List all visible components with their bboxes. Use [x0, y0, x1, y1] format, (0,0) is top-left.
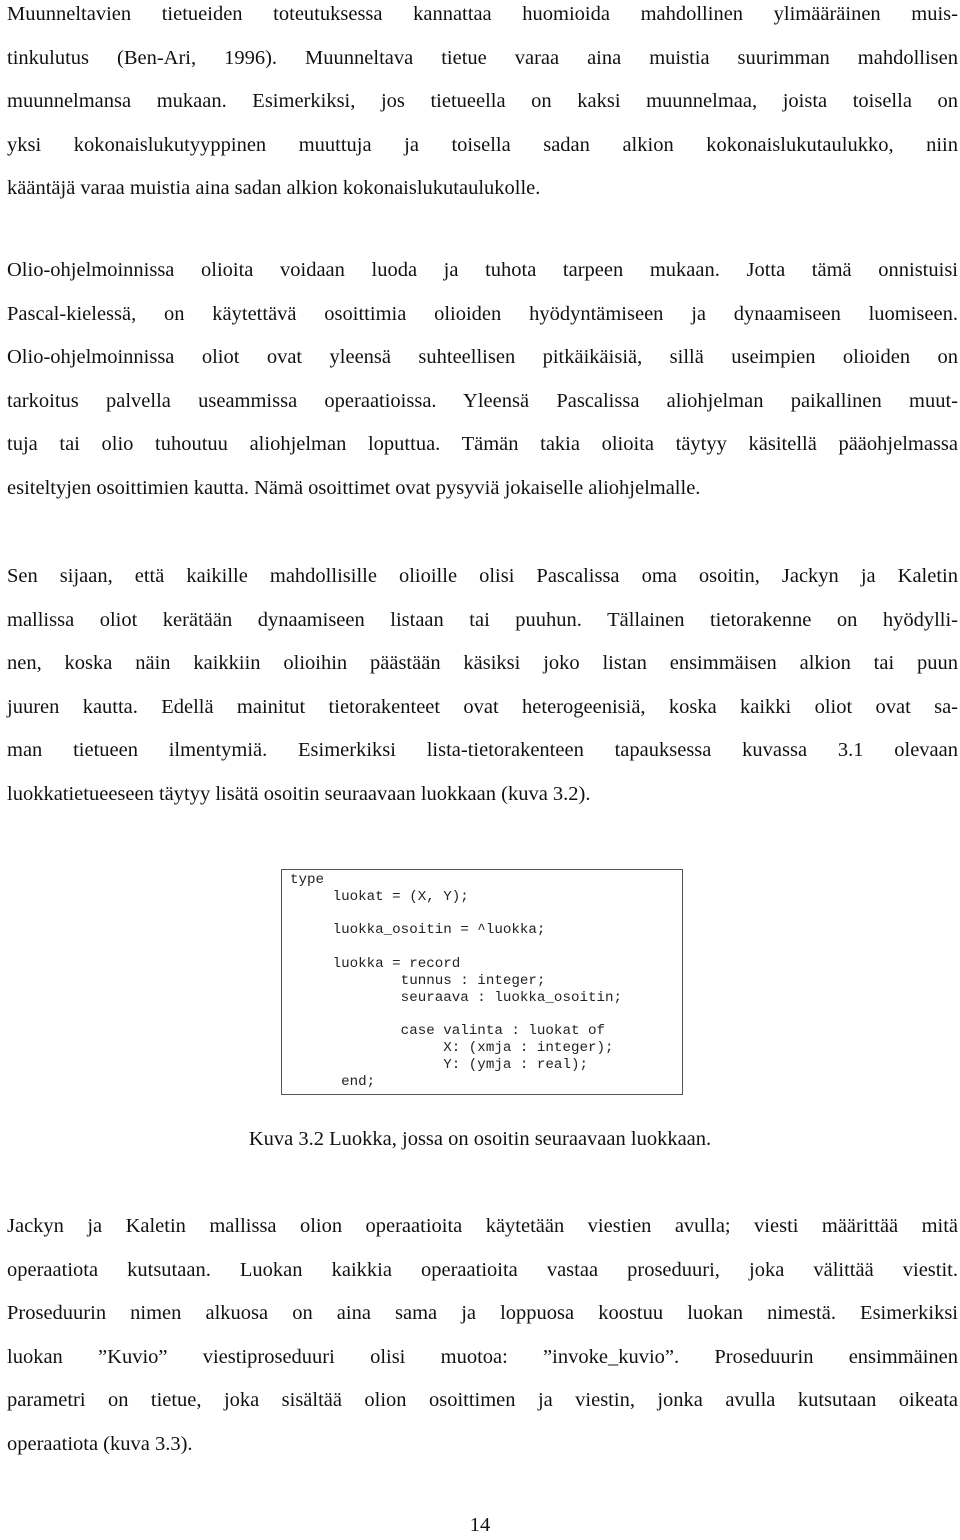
code-line: end;	[290, 1073, 376, 1090]
paragraph-line: tuja tai olio tuhoutuu aliohjelman loputtua. Tämän takia olioita täytyy käsitellä pääohjelmassa	[7, 433, 958, 455]
paragraph-line: man tietueen ilmentymiä. Esimerkiksi lista-tietorakenteen tapauksessa kuvassa 3.1 olevaan	[7, 739, 958, 761]
paragraph-line: esiteltyjen osoittimien kautta. Nämä osoittimet ovat pysyviä jokaiselle aliohjelmalle.	[7, 476, 701, 499]
paragraph-line: operaatiota (kuva 3.3).	[7, 1432, 193, 1455]
paragraph-line: Muunneltavien tietueiden toteutuksessa kannattaa huomioida mahdollinen ylimääräinen muis-	[7, 3, 958, 25]
paragraph-line: nen, koska näin kaikkiin olioihin päästään käsiksi joko listan ensimmäisen alkion tai puun	[7, 652, 958, 674]
code-line: luokka_osoitin = ^luokka;	[290, 922, 546, 939]
paragraph-line: muunnelmansa mukaan. Esimerkiksi, jos tietueella on kaksi muunnelmaa, joista toisella on	[7, 90, 958, 112]
paragraph-line: mallissa oliot kerätään dynaamiseen listaan tai puuhun. Tällainen tietorakenne on hyödylli-	[7, 608, 958, 631]
code-line: luokat = (X, Y);	[290, 888, 469, 905]
code-line: seuraava : luokka_osoitin;	[290, 989, 623, 1006]
paragraph-messages	[7, 1205, 958, 1466]
paragraph-line: Sen sijaan, että kaikille mahdollisille olioille olisi Pascalissa oma osoitin, Jackyn ja Kaletin	[7, 565, 958, 587]
paragraph-line: parametri on tietue, joka sisältää olion osoittimen ja viestin, jonka avulla kutsutaan oikeata	[7, 1389, 958, 1411]
paragraph-line: luokan ”Kuvio” viestiproseduuri olisi muotoa: ”invoke_kuvio”. Proseduurin ensimmäinen	[7, 1345, 958, 1368]
paragraph-line: tinkulutus (Ben-Ari, 1996). Muunneltava tietue varaa aina muistia suurimman mahdollisen	[7, 46, 958, 69]
code-listing	[290, 872, 622, 1090]
paragraph-line: Olio-ohjelmoinnissa oliot ovat yleensä suhteellisen pitkäikäisiä, sillä useimpien olioiden on	[7, 346, 958, 368]
paragraph-dynamic-list	[7, 555, 958, 816]
paragraph-line: tarkoitus palvella useammissa operaatioissa. Yleensä Pascalissa aliohjelman paikallinen muut-	[7, 389, 958, 412]
code-line: tunnus : integer;	[290, 972, 546, 989]
paragraph-object-lifetime	[7, 249, 958, 510]
code-line: luokka = record	[290, 955, 461, 972]
paragraph-line: yksi kokonaislukutyyppinen muuttuja ja toisella sadan alkion kokonaislukutaulukko, niin	[7, 133, 958, 156]
code-line: Y: (ymja : real);	[290, 1056, 588, 1073]
paragraph-line: juuren kautta. Edellä mainitut tietorakenteet ovat heterogeenisiä, koska kaikki oliot ovat sa-	[7, 695, 958, 718]
paragraph-line: Proseduurin nimen alkuosa on aina sama ja loppuosa koostuu luokan nimestä. Esimerkiksi	[7, 1302, 958, 1324]
paragraph-line: luokkatietueeseen täytyy lisätä osoitin seuraavaan luokkaan (kuva 3.2).	[7, 782, 591, 805]
code-line: X: (xmja : integer);	[290, 1039, 614, 1056]
code-line: case valinta : luokat of	[290, 1023, 606, 1040]
paragraph-line: Pascal-kielessä, on käytettävä osoittimia olioiden hyödyntämiseen ja dynaamiseen luomiseen.	[7, 302, 958, 325]
paragraph-variant-records	[7, 0, 958, 211]
page-number: 14	[469, 1514, 491, 1536]
code-line: type	[290, 872, 325, 888]
paragraph-line: operaatiota kutsutaan. Luokan kaikkia operaatioita vastaa proseduuri, joka välittää viestit.	[7, 1258, 958, 1281]
paragraph-line: kääntäjä varaa muistia aina sadan alkion kokonaislukutaulukolle.	[7, 177, 541, 199]
paragraph-line: Olio-ohjelmoinnissa olioita voidaan luoda ja tuhota tarpeen mukaan. Jotta tämä onnistuisi	[7, 259, 958, 281]
figure-caption: Kuva 3.2 Luokka, jossa on osoitin seuraavaan luokkaan.	[248, 1128, 712, 1150]
code-listing-figure	[281, 869, 683, 1095]
paragraph-line: Jackyn ja Kaletin mallissa olion operaatioita käytetään viestien avulla; viesti määrittää mitä	[7, 1215, 958, 1237]
